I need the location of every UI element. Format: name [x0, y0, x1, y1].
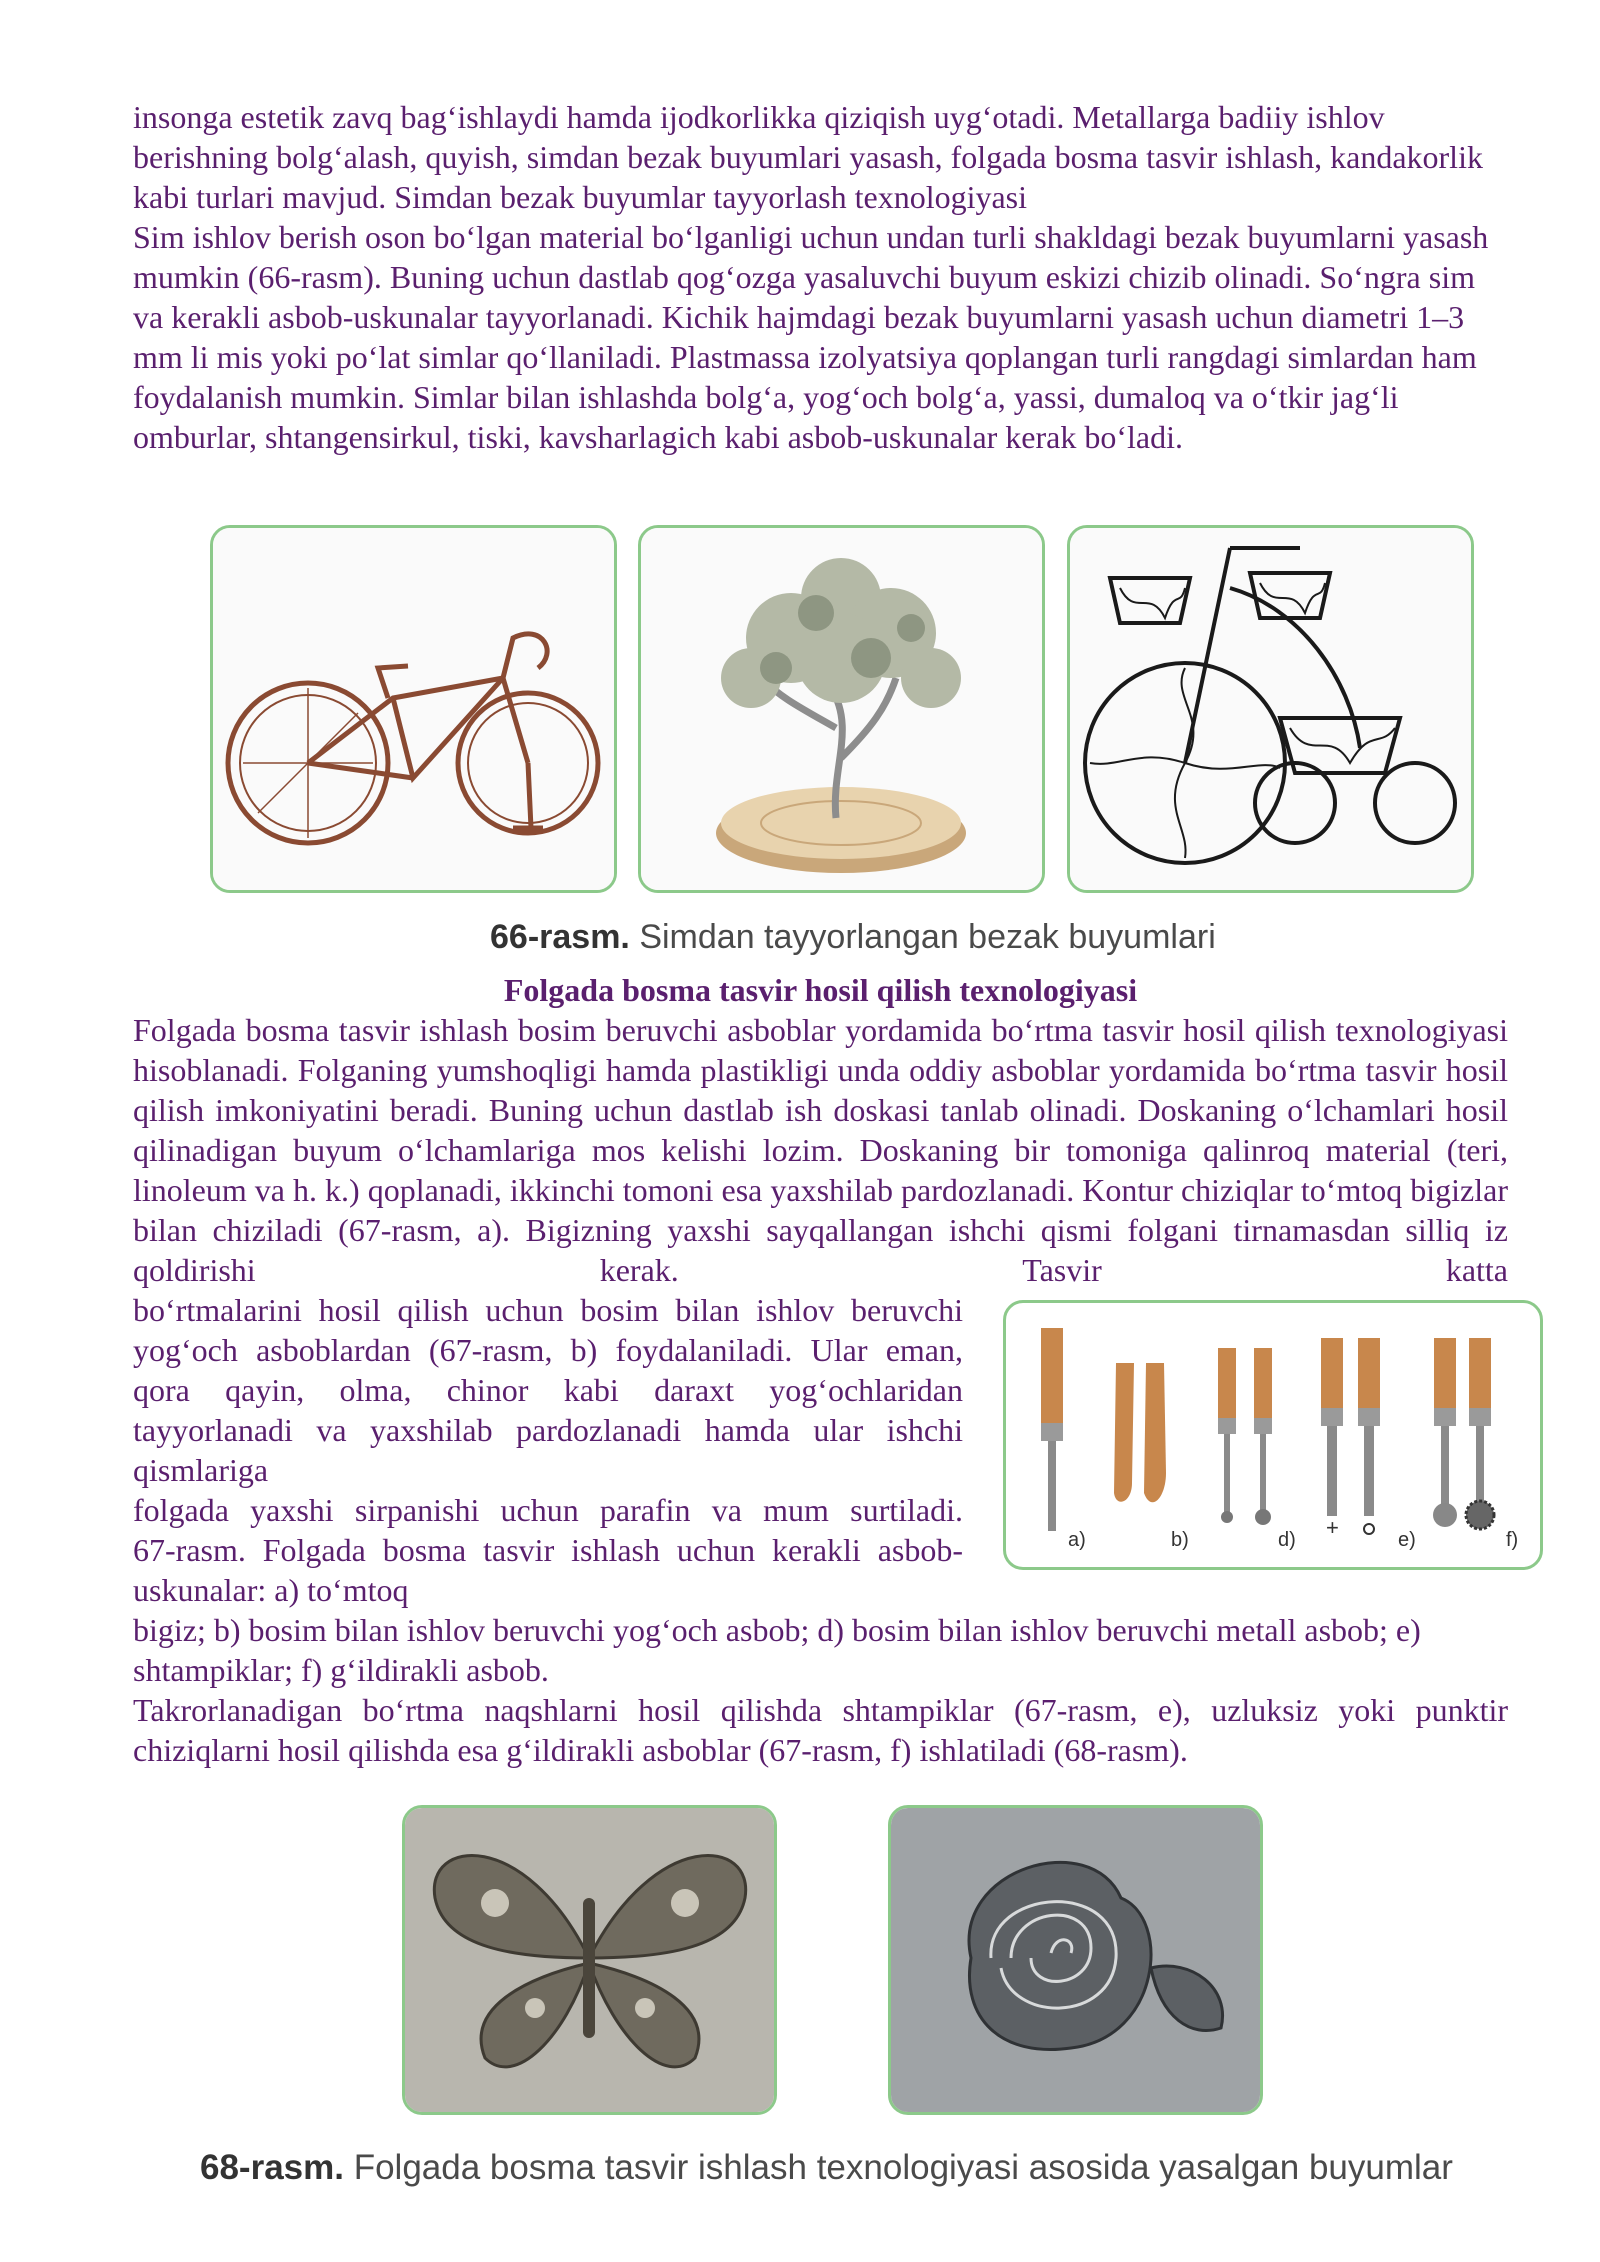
- svg-text:+: +: [1326, 1515, 1339, 1540]
- tool-label-d: d): [1278, 1529, 1296, 1551]
- wire-bonsai-tree-image: [638, 525, 1045, 893]
- blunt-awl-tool: [1041, 1328, 1063, 1531]
- paragraph-wire: Sim ishlov berish oson bo‘lgan material bo‘lganligi uchun undan turli shakldagi bezak buyumlarni yasash mumkin (66-rasm). Buning uchun dastlab qog‘ozga yasaluvchi buyum eskizi chizib olinadi. So‘ngra sim va kerakli asbob-uskunalar tayyorlanadi. Kichik hajmdagi bezak buyumlarni yasash uchun diametri 1–3 mm li mis yoki po‘lat simlar qo‘llaniladi. Plastmassa izolyatsiya qoplangan turli rangdagi simlardan ham foydalanish mumkin. Simlar bilan ishlashda bolg‘a, yog‘och bolg‘a, yassi, dumaloq va o‘tkir jag‘li omburlar, shtangensirkul, tiski, kavsharlagich kabi asbob-uskunalar kerak bo‘ladi.: [133, 219, 1489, 455]
- wire-tricycle-planter-image: [1067, 525, 1474, 893]
- tool-label-b: b): [1171, 1529, 1189, 1551]
- wooden-tool: [1114, 1363, 1166, 1502]
- foil-rose-image: [888, 1805, 1263, 2115]
- wrap-line: tayyorlanadi va yaxshilab pardozlanadi hamda ular ishchi: [133, 1412, 963, 1448]
- paragraph-foil: Folgada bosma tasvir ishlash bosim beruvchi asboblar yordamida bo‘rtma tasvir hosil qilish texnologiyasi hisoblanadi. Folganing yumshoqligi hamda plastikligi unda oddiy asboblar yordamida bo‘rtma tasvir hosil qilish imkoniyatini beradi. Buning uchun dastlab ish doskasi tanlab olinadi. Doskaning o‘lchamlari hosil qilinadigan buyum o‘lchamlariga mos kelishi lozim. Doskaning bir tomoniga qalinroq material (teri, linoleum va h. k.) qoplanadi, ikkinchi tomoni esa yaxshilab pardozlanadi. Kontur chiziqlar to‘mtoq bigizlar bilan chiziladi (67-rasm, a). Bigizning yaxshi sayqallangan ishchi qismi folgani tirnamasdan silliq iz qoldirishi kerak. Tasvir katta: [133, 1012, 1508, 1288]
- paragraph-intro: insonga estetik zavq bag‘ishlaydi hamda ijodkorlikka qiziqish uyg‘otadi. Metallarga badiiy ishlov berishning bolg‘alash, quyish, simdan bezak buyumlari yasash, folgada bosma tasvir ishlash, kandakorlik kabi turlari mavjud. Simdan bezak buyumlar tayyorlash texnologiyasi: [133, 99, 1483, 215]
- figure-66-caption: [490, 918, 1216, 957]
- foil-butterfly-image: [402, 1805, 777, 2115]
- figure-68-number: 68-rasm.: [200, 2148, 344, 2187]
- paragraph-tools-list: bigiz; b) bosim bilan ishlov beruvchi yog‘och asbob; d) bosim bilan ishlov beruvchi metall asbob; e) shtampiklar; f) g‘ildirakli asbob.: [133, 1612, 1421, 1688]
- foil-tools-figure: [1003, 1300, 1543, 1570]
- wheel-tool: [1433, 1338, 1494, 1529]
- figure-66-number: 66-rasm.: [490, 918, 630, 956]
- wrap-line: folgada yaxshi sirpanishi uchun parafin va mum surtiladi.: [133, 1492, 963, 1528]
- figure-68-caption-text: Folgada bosma tasvir ishlash texnologiyasi asosida yasalgan buyumlar: [343, 2148, 1453, 2187]
- wire-bicycle-image: [210, 525, 617, 893]
- top-text: [133, 97, 1508, 457]
- paragraph-wrap: [133, 1290, 963, 1610]
- figure-68-caption: [200, 2148, 1453, 2188]
- metal-tool: [1218, 1348, 1272, 1525]
- wrap-line: 67-rasm. Folgada bosma tasvir ishlash uchun kerakli asbob-: [133, 1532, 963, 1568]
- tool-label-e: e): [1398, 1529, 1416, 1551]
- wrap-line: bo‘rtmalarini hosil qilish uchun bosim bilan ishlov beruvchi: [133, 1292, 963, 1328]
- wrap-line: qora qayin, olma, chinor kabi daraxt yog‘ochlaridan: [133, 1372, 963, 1408]
- tool-label-a: a): [1068, 1529, 1086, 1551]
- section-heading: Folgada bosma tasvir hosil qilish texnologiyasi: [503, 972, 1138, 1008]
- tool-label-f: f): [1506, 1529, 1519, 1551]
- figure-66-caption-text: Simdan tayyorlangan bezak buyumlari: [629, 918, 1216, 956]
- wrap-line: yog‘och asboblardan (67-rasm, b) foydalaniladi. Ular eman,: [133, 1332, 963, 1368]
- wrap-line: uskunalar: a) to‘mtoq: [133, 1572, 409, 1608]
- stamp-tool: [1321, 1338, 1380, 1540]
- wrap-line: qismlariga: [133, 1452, 269, 1488]
- paragraph-stamps: Takrorlanadigan bo‘rtma naqshlarni hosil qilishda shtampiklar (67-rasm, e), uzluksiz yoki punktir chiziqlarni hosil qilishda esa g‘ildirakli asboblar (67-rasm, f) ishlatiladi (68-rasm).: [133, 1692, 1508, 1768]
